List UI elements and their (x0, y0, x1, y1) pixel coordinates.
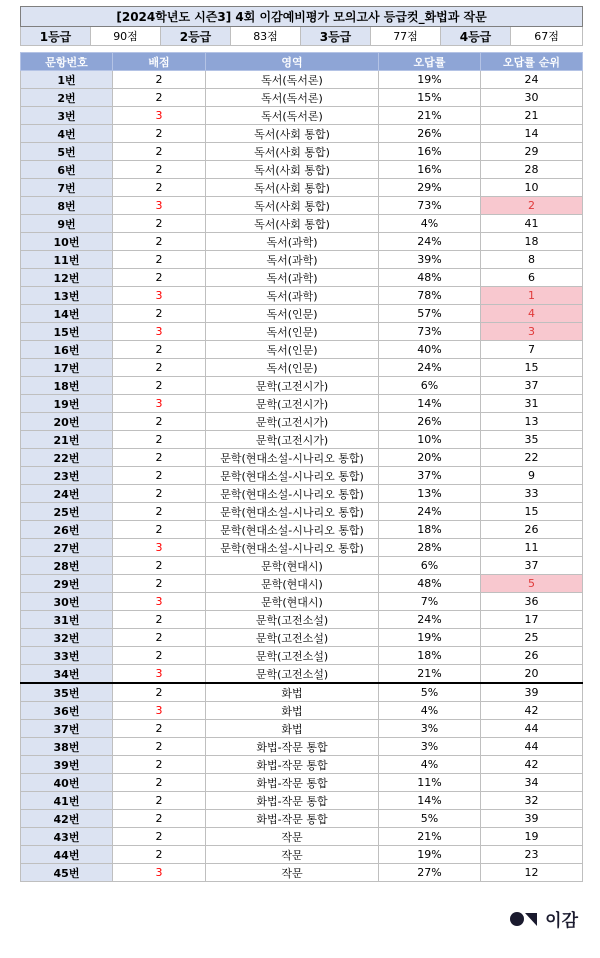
points-cell: 3 (113, 593, 206, 611)
table-body (21, 71, 583, 882)
area-cell: 독서(과학) (206, 233, 379, 251)
error-rate-cell: 48% (379, 575, 481, 593)
area-cell: 독서(인문) (206, 305, 379, 323)
table-row (21, 629, 583, 647)
area-cell: 독서(사회 통합) (206, 161, 379, 179)
table-row (21, 233, 583, 251)
points-cell: 2 (113, 341, 206, 359)
error-rank-cell: 33 (481, 485, 583, 503)
area-cell: 독서(과학) (206, 251, 379, 269)
error-rank-cell: 42 (481, 756, 583, 774)
points-cell: 3 (113, 287, 206, 305)
table-row (21, 665, 583, 684)
table-row (21, 161, 583, 179)
question-number-cell: 5번 (21, 143, 113, 161)
error-rate-cell: 6% (379, 557, 481, 575)
question-number-cell: 44번 (21, 846, 113, 864)
error-rate-cell: 24% (379, 503, 481, 521)
question-number-cell: 11번 (21, 251, 113, 269)
points-cell: 2 (113, 71, 206, 89)
error-rate-cell: 26% (379, 413, 481, 431)
area-cell: 독서(사회 통합) (206, 215, 379, 233)
table-row (21, 467, 583, 485)
area-cell: 독서(과학) (206, 269, 379, 287)
question-number-cell: 14번 (21, 305, 113, 323)
grade-3-score: 77점 (371, 27, 441, 46)
points-cell: 2 (113, 89, 206, 107)
error-rank-cell: 23 (481, 846, 583, 864)
question-number-cell: 35번 (21, 683, 113, 702)
question-number-cell: 26번 (21, 521, 113, 539)
table-row (21, 738, 583, 756)
error-rank-cell: 44 (481, 738, 583, 756)
question-number-cell: 18번 (21, 377, 113, 395)
table-row (21, 774, 583, 792)
question-number-cell: 16번 (21, 341, 113, 359)
error-rate-cell: 19% (379, 846, 481, 864)
question-number-cell: 15번 (21, 323, 113, 341)
question-number-cell: 43번 (21, 828, 113, 846)
area-cell: 화법-작문 통합 (206, 756, 379, 774)
area-cell: 독서(인문) (206, 359, 379, 377)
points-cell: 3 (113, 539, 206, 557)
table-row (21, 377, 583, 395)
points-cell: 2 (113, 846, 206, 864)
error-rank-cell: 42 (481, 702, 583, 720)
table-row (21, 251, 583, 269)
error-rate-cell: 14% (379, 792, 481, 810)
column-header-points: 배점 (113, 53, 206, 71)
error-rank-cell: 24 (481, 71, 583, 89)
area-cell: 독서(인문) (206, 323, 379, 341)
table-row (21, 287, 583, 305)
question-number-cell: 4번 (21, 125, 113, 143)
table-row (21, 143, 583, 161)
question-number-cell: 6번 (21, 161, 113, 179)
question-number-cell: 13번 (21, 287, 113, 305)
error-rate-cell: 78% (379, 287, 481, 305)
points-cell: 2 (113, 251, 206, 269)
area-cell: 문학(고전소설) (206, 665, 379, 684)
question-number-cell: 22번 (21, 449, 113, 467)
area-cell: 문학(현대소설-시나리오 통합) (206, 467, 379, 485)
points-cell: 2 (113, 647, 206, 665)
area-cell: 독서(인문) (206, 341, 379, 359)
error-rank-cell: 15 (481, 503, 583, 521)
error-rank-cell: 30 (481, 89, 583, 107)
area-cell: 화법 (206, 683, 379, 702)
points-cell: 3 (113, 323, 206, 341)
error-rate-cell: 19% (379, 71, 481, 89)
table-row (21, 503, 583, 521)
error-rate-cell: 4% (379, 702, 481, 720)
points-cell: 2 (113, 485, 206, 503)
error-rate-cell: 48% (379, 269, 481, 287)
error-rank-cell: 8 (481, 251, 583, 269)
area-cell: 작문 (206, 864, 379, 882)
points-cell: 2 (113, 774, 206, 792)
points-cell: 2 (113, 629, 206, 647)
points-cell: 2 (113, 467, 206, 485)
table-row (21, 215, 583, 233)
points-cell: 3 (113, 197, 206, 215)
error-rank-cell: 7 (481, 341, 583, 359)
points-cell: 3 (113, 395, 206, 413)
points-cell: 2 (113, 828, 206, 846)
question-number-cell: 23번 (21, 467, 113, 485)
error-rank-cell: 15 (481, 359, 583, 377)
points-cell: 2 (113, 179, 206, 197)
error-rank-cell: 31 (481, 395, 583, 413)
table-row (21, 413, 583, 431)
points-cell: 2 (113, 756, 206, 774)
area-cell: 문학(고전시가) (206, 395, 379, 413)
error-rank-cell: 2 (481, 197, 583, 215)
area-cell: 화법-작문 통합 (206, 810, 379, 828)
question-number-cell: 24번 (21, 485, 113, 503)
error-rate-cell: 5% (379, 683, 481, 702)
column-header-area: 영역 (206, 53, 379, 71)
question-number-cell: 19번 (21, 395, 113, 413)
points-cell: 2 (113, 810, 206, 828)
error-rank-cell: 35 (481, 431, 583, 449)
error-rate-cell: 3% (379, 720, 481, 738)
points-cell: 2 (113, 143, 206, 161)
error-rate-cell: 73% (379, 323, 481, 341)
error-rate-cell: 10% (379, 431, 481, 449)
table-row (21, 125, 583, 143)
question-number-cell: 42번 (21, 810, 113, 828)
question-number-cell: 3번 (21, 107, 113, 125)
table-row (21, 107, 583, 125)
question-number-cell: 32번 (21, 629, 113, 647)
error-rank-cell: 44 (481, 720, 583, 738)
error-rate-cell: 19% (379, 629, 481, 647)
table-row (21, 485, 583, 503)
error-rate-cell: 18% (379, 521, 481, 539)
table-row (21, 792, 583, 810)
question-number-cell: 37번 (21, 720, 113, 738)
error-rank-cell: 22 (481, 449, 583, 467)
error-rate-cell: 14% (379, 395, 481, 413)
question-stats-table (20, 52, 583, 882)
error-rate-cell: 28% (379, 539, 481, 557)
table-row (21, 557, 583, 575)
error-rate-cell: 40% (379, 341, 481, 359)
area-cell: 문학(현대소설-시나리오 통합) (206, 521, 379, 539)
error-rank-cell: 14 (481, 125, 583, 143)
points-cell: 2 (113, 377, 206, 395)
error-rate-cell: 4% (379, 756, 481, 774)
question-number-cell: 25번 (21, 503, 113, 521)
area-cell: 문학(고전소설) (206, 647, 379, 665)
error-rate-cell: 20% (379, 449, 481, 467)
points-cell: 3 (113, 665, 206, 684)
points-cell: 2 (113, 575, 206, 593)
table-row (21, 593, 583, 611)
error-rank-cell: 34 (481, 774, 583, 792)
error-rank-cell: 39 (481, 683, 583, 702)
area-cell: 독서(사회 통합) (206, 143, 379, 161)
question-number-cell: 12번 (21, 269, 113, 287)
table-row (21, 395, 583, 413)
question-number-cell: 36번 (21, 702, 113, 720)
grade-cut-sheet (20, 6, 582, 882)
error-rank-cell: 41 (481, 215, 583, 233)
grade-cut-header (20, 6, 583, 46)
area-cell: 작문 (206, 846, 379, 864)
area-cell: 독서(독서론) (206, 89, 379, 107)
table-row (21, 575, 583, 593)
error-rank-cell: 26 (481, 647, 583, 665)
grade-1-score: 90점 (91, 27, 161, 46)
question-number-cell: 17번 (21, 359, 113, 377)
grade-2-label: 2등급 (161, 27, 231, 46)
question-number-cell: 7번 (21, 179, 113, 197)
points-cell: 2 (113, 720, 206, 738)
error-rate-cell: 21% (379, 828, 481, 846)
table-row (21, 89, 583, 107)
grade-3-label: 3등급 (301, 27, 371, 46)
area-cell: 문학(고전소설) (206, 611, 379, 629)
error-rate-cell: 24% (379, 233, 481, 251)
area-cell: 문학(고전시가) (206, 377, 379, 395)
table-row (21, 702, 583, 720)
area-cell: 화법-작문 통합 (206, 738, 379, 756)
page-title: [2024학년도 시즌3] 4회 이감예비평가 모의고사 등급컷_화법과 작문 (21, 7, 583, 27)
points-cell: 2 (113, 683, 206, 702)
points-cell: 2 (113, 521, 206, 539)
table-row (21, 269, 583, 287)
error-rate-cell: 26% (379, 125, 481, 143)
error-rank-cell: 4 (481, 305, 583, 323)
error-rate-cell: 21% (379, 665, 481, 684)
error-rank-cell: 12 (481, 864, 583, 882)
question-number-cell: 2번 (21, 89, 113, 107)
error-rate-cell: 5% (379, 810, 481, 828)
table-row (21, 720, 583, 738)
question-number-cell: 40번 (21, 774, 113, 792)
grade-1-label: 1등급 (21, 27, 91, 46)
question-number-cell: 41번 (21, 792, 113, 810)
points-cell: 2 (113, 611, 206, 629)
error-rate-cell: 11% (379, 774, 481, 792)
table-row (21, 71, 583, 89)
points-cell: 2 (113, 413, 206, 431)
error-rank-cell: 10 (481, 179, 583, 197)
error-rate-cell: 18% (379, 647, 481, 665)
error-rank-cell: 9 (481, 467, 583, 485)
points-cell: 2 (113, 738, 206, 756)
area-cell: 독서(사회 통합) (206, 125, 379, 143)
table-row (21, 521, 583, 539)
error-rank-cell: 17 (481, 611, 583, 629)
error-rank-cell: 3 (481, 323, 583, 341)
question-number-cell: 33번 (21, 647, 113, 665)
table-row (21, 756, 583, 774)
table-row (21, 611, 583, 629)
error-rank-cell: 20 (481, 665, 583, 684)
error-rate-cell: 15% (379, 89, 481, 107)
points-cell: 2 (113, 359, 206, 377)
error-rank-cell: 26 (481, 521, 583, 539)
question-number-cell: 38번 (21, 738, 113, 756)
column-header-error-rank: 오답률 순위 (481, 53, 583, 71)
error-rate-cell: 16% (379, 143, 481, 161)
area-cell: 독서(과학) (206, 287, 379, 305)
question-number-cell: 30번 (21, 593, 113, 611)
error-rank-cell: 6 (481, 269, 583, 287)
area-cell: 작문 (206, 828, 379, 846)
table-row (21, 828, 583, 846)
error-rank-cell: 1 (481, 287, 583, 305)
error-rank-cell: 18 (481, 233, 583, 251)
error-rank-cell: 39 (481, 810, 583, 828)
area-cell: 문학(고전소설) (206, 629, 379, 647)
logo-mark-icon (509, 911, 539, 927)
points-cell: 2 (113, 792, 206, 810)
error-rank-cell: 28 (481, 161, 583, 179)
area-cell: 문학(현대소설-시나리오 통합) (206, 449, 379, 467)
area-cell: 화법-작문 통합 (206, 774, 379, 792)
error-rate-cell: 16% (379, 161, 481, 179)
points-cell: 3 (113, 702, 206, 720)
error-rate-cell: 73% (379, 197, 481, 215)
table-header-row (21, 53, 583, 71)
table-row (21, 323, 583, 341)
area-cell: 문학(현대시) (206, 593, 379, 611)
error-rate-cell: 6% (379, 377, 481, 395)
points-cell: 2 (113, 215, 206, 233)
grade-4-label: 4등급 (441, 27, 511, 46)
table-row (21, 864, 583, 882)
question-number-cell: 9번 (21, 215, 113, 233)
error-rate-cell: 29% (379, 179, 481, 197)
error-rate-cell: 27% (379, 864, 481, 882)
area-cell: 독서(사회 통합) (206, 197, 379, 215)
question-number-cell: 8번 (21, 197, 113, 215)
error-rank-cell: 25 (481, 629, 583, 647)
question-number-cell: 34번 (21, 665, 113, 684)
error-rank-cell: 21 (481, 107, 583, 125)
area-cell: 문학(현대소설-시나리오 통합) (206, 485, 379, 503)
question-number-cell: 27번 (21, 539, 113, 557)
table-row (21, 810, 583, 828)
error-rank-cell: 37 (481, 557, 583, 575)
error-rank-cell: 32 (481, 792, 583, 810)
error-rank-cell: 13 (481, 413, 583, 431)
area-cell: 화법 (206, 702, 379, 720)
error-rank-cell: 11 (481, 539, 583, 557)
area-cell: 문학(현대소설-시나리오 통합) (206, 539, 379, 557)
error-rate-cell: 37% (379, 467, 481, 485)
points-cell: 2 (113, 269, 206, 287)
error-rank-cell: 37 (481, 377, 583, 395)
points-cell: 2 (113, 233, 206, 251)
table-row (21, 179, 583, 197)
points-cell: 3 (113, 107, 206, 125)
table-row (21, 647, 583, 665)
error-rank-cell: 36 (481, 593, 583, 611)
error-rate-cell: 21% (379, 107, 481, 125)
table-row (21, 683, 583, 702)
column-header-error-rate: 오답률 (379, 53, 481, 71)
table-row (21, 305, 583, 323)
area-cell: 문학(고전시가) (206, 431, 379, 449)
points-cell: 2 (113, 503, 206, 521)
logo-name: 이감 (545, 911, 578, 931)
question-number-cell: 31번 (21, 611, 113, 629)
error-rate-cell: 13% (379, 485, 481, 503)
error-rate-cell: 24% (379, 611, 481, 629)
table-row (21, 341, 583, 359)
question-number-cell: 21번 (21, 431, 113, 449)
table-row (21, 431, 583, 449)
area-cell: 독서(사회 통합) (206, 179, 379, 197)
error-rate-cell: 4% (379, 215, 481, 233)
table-row (21, 197, 583, 215)
table-row (21, 846, 583, 864)
table-row (21, 539, 583, 557)
question-number-cell: 1번 (21, 71, 113, 89)
points-cell: 2 (113, 305, 206, 323)
points-cell: 2 (113, 557, 206, 575)
points-cell: 2 (113, 449, 206, 467)
area-cell: 문학(고전시가) (206, 413, 379, 431)
grade-2-score: 83점 (231, 27, 301, 46)
error-rank-cell: 29 (481, 143, 583, 161)
error-rate-cell: 3% (379, 738, 481, 756)
brand-logo (509, 906, 578, 931)
area-cell: 문학(현대시) (206, 575, 379, 593)
grade-4-score: 67점 (511, 27, 583, 46)
area-cell: 독서(독서론) (206, 107, 379, 125)
table-row (21, 449, 583, 467)
points-cell: 2 (113, 431, 206, 449)
area-cell: 문학(현대시) (206, 557, 379, 575)
error-rate-cell: 39% (379, 251, 481, 269)
question-number-cell: 20번 (21, 413, 113, 431)
error-rate-cell: 24% (379, 359, 481, 377)
question-number-cell: 28번 (21, 557, 113, 575)
error-rank-cell: 19 (481, 828, 583, 846)
points-cell: 3 (113, 864, 206, 882)
table-row (21, 359, 583, 377)
points-cell: 2 (113, 161, 206, 179)
area-cell: 화법 (206, 720, 379, 738)
points-cell: 2 (113, 125, 206, 143)
area-cell: 문학(현대소설-시나리오 통합) (206, 503, 379, 521)
column-header-question: 문항번호 (21, 53, 113, 71)
error-rate-cell: 57% (379, 305, 481, 323)
question-number-cell: 45번 (21, 864, 113, 882)
area-cell: 화법-작문 통합 (206, 792, 379, 810)
question-number-cell: 29번 (21, 575, 113, 593)
question-number-cell: 39번 (21, 756, 113, 774)
area-cell: 독서(독서론) (206, 71, 379, 89)
error-rate-cell: 7% (379, 593, 481, 611)
error-rank-cell: 5 (481, 575, 583, 593)
question-number-cell: 10번 (21, 233, 113, 251)
